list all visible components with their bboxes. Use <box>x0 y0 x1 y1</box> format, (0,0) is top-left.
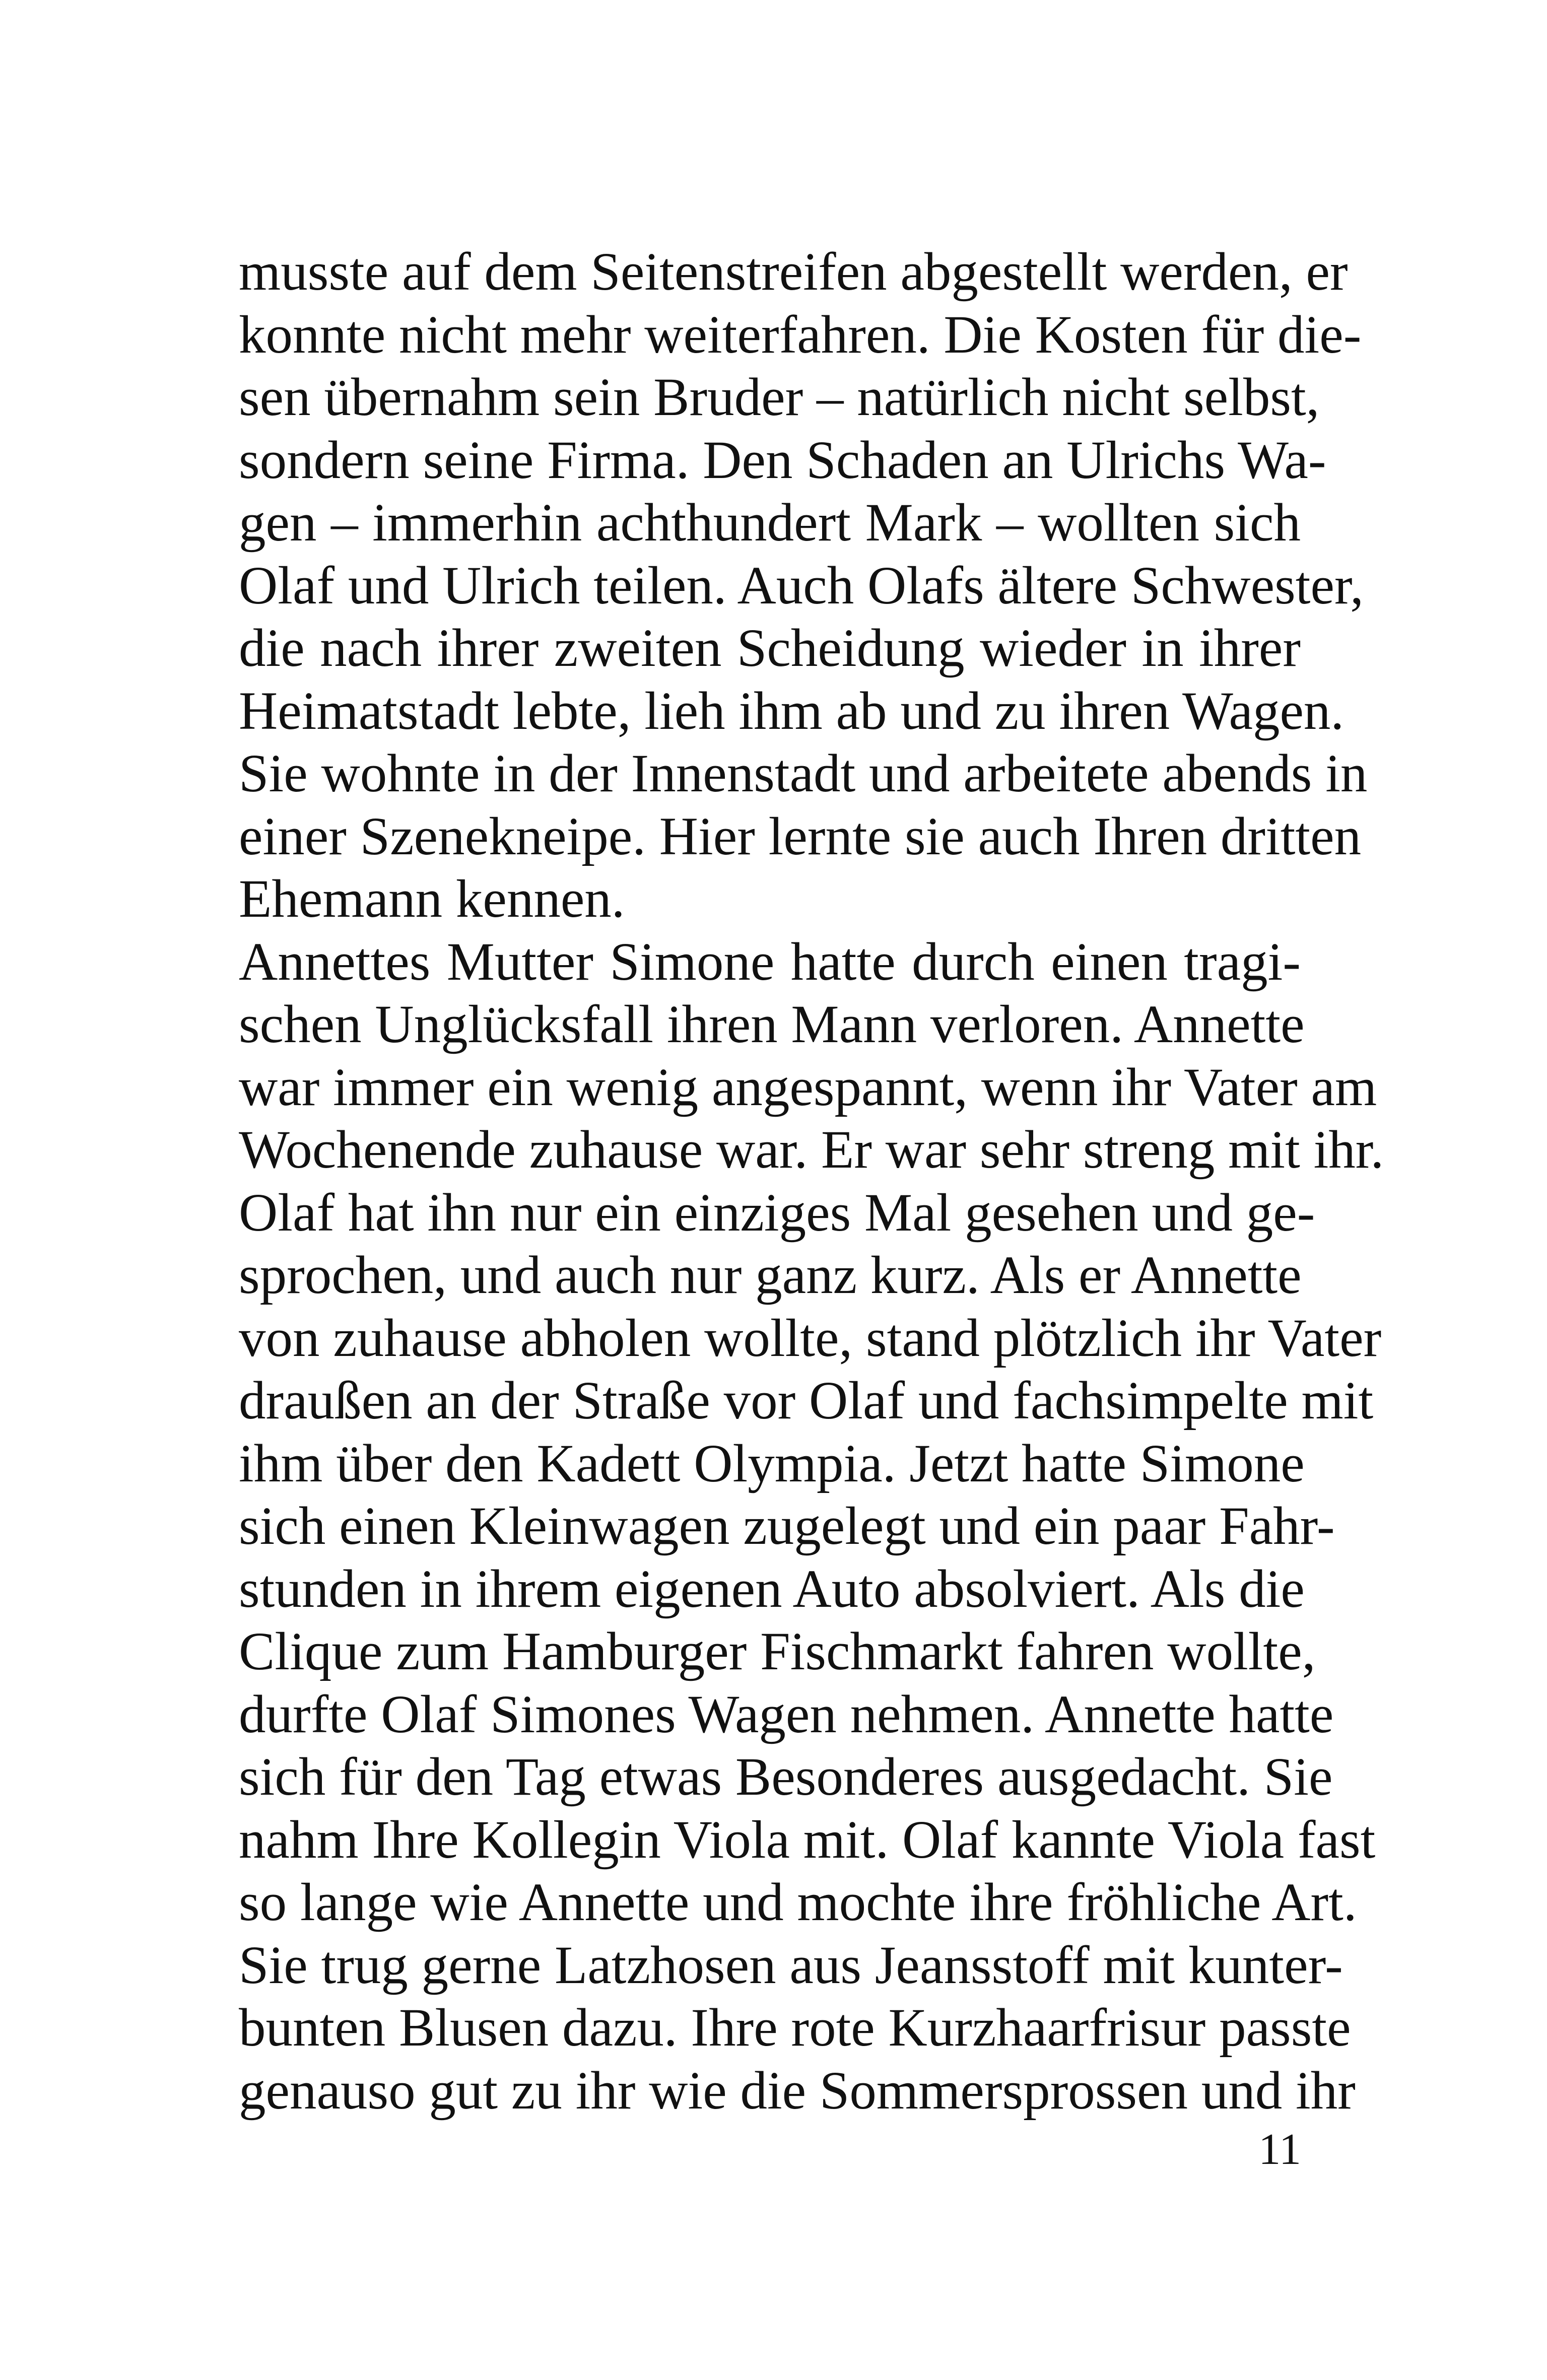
text-line: Olaf und Ulrich teilen. Auch Olafs ältere Schwester, <box>239 556 1364 616</box>
text-line: Heimatstadt lebte, lieh ihm ab und zu ihren Wagen. <box>239 681 1344 741</box>
text-line: draußen an der Straße vor Olaf und fachsimpelte mit <box>239 1371 1374 1431</box>
text-line: so lange wie Annette und mochte ihre fröhliche Art. <box>239 1873 1357 1932</box>
text-line: war immer ein wenig angespannt, wenn ihr Vater am <box>239 1057 1377 1117</box>
text-line: stunden in ihrem eigenen Auto absolviert. Als die <box>239 1559 1305 1619</box>
text-line: Annettes Mutter Simone hatte durch einen tragi- <box>239 932 1301 992</box>
text-line: ihm über den Kadett Olympia. Jetzt hatte Simone <box>239 1434 1305 1493</box>
text-line: Sie wohnte in der Innenstadt und arbeitete abends in <box>239 744 1368 803</box>
text-line: nahm Ihre Kollegin Viola mit. Olaf kannte Viola fast <box>239 1810 1376 1870</box>
text-line: Clique zum Hamburger Fischmarkt fahren wollte, <box>239 1622 1316 1681</box>
text-line: von zuhause abholen wollte, stand plötzlich ihr Vater <box>239 1308 1382 1368</box>
text-line: die nach ihrer zweiten Scheidung wieder in ihrer <box>239 619 1301 678</box>
text-line: genauso gut zu ihr wie die Sommersprossen und ihr <box>239 2061 1356 2121</box>
text-line: schen Unglücksfall ihren Mann verloren. Annette <box>239 995 1305 1054</box>
page-number: 11 <box>1258 2125 1301 2174</box>
text-line: bunten Blusen dazu. Ihre rote Kurzhaarfrisur passte <box>239 1998 1351 2058</box>
text-line: einer Szenekneipe. Hier lernte sie auch Ihren dritten <box>239 806 1362 866</box>
text-line: Wochenende zuhause war. Er war sehr streng mit ihr. <box>239 1120 1384 1180</box>
text-line: musste auf dem Seitenstreifen abgestellt werden, er <box>239 242 1348 302</box>
text-line: Ehemann kennen. <box>239 869 625 929</box>
text-line: sprochen, und auch nur ganz kurz. Als er Annette <box>239 1246 1302 1305</box>
text-line: sondern seine Firma. Den Schaden an Ulrichs Wa- <box>239 430 1326 490</box>
text-line: durfte Olaf Simones Wagen nehmen. Annette hatte <box>239 1684 1334 1744</box>
paragraph-1 <box>239 241 1368 931</box>
text-line: konnte nicht mehr weiterfahren. Die Kosten für die- <box>239 305 1362 365</box>
text-line: gen – immerhin achthundert Mark – wollten sich <box>239 493 1301 553</box>
text-line: Sie trug gerne Latzhosen aus Jeansstoff mit kunter- <box>239 1935 1343 1995</box>
text-line: sich einen Kleinwagen zugelegt und ein paar Fahr- <box>239 1497 1335 1556</box>
body-text <box>239 241 1384 2122</box>
paragraph-2 <box>239 931 1384 2123</box>
text-line: sen übernahm sein Bruder – natürlich nicht selbst, <box>239 368 1320 427</box>
text-line: Olaf hat ihn nur ein einziges Mal gesehen und ge- <box>239 1183 1315 1243</box>
text-line: sich für den Tag etwas Besonderes ausgedacht. Sie <box>239 1747 1333 1807</box>
